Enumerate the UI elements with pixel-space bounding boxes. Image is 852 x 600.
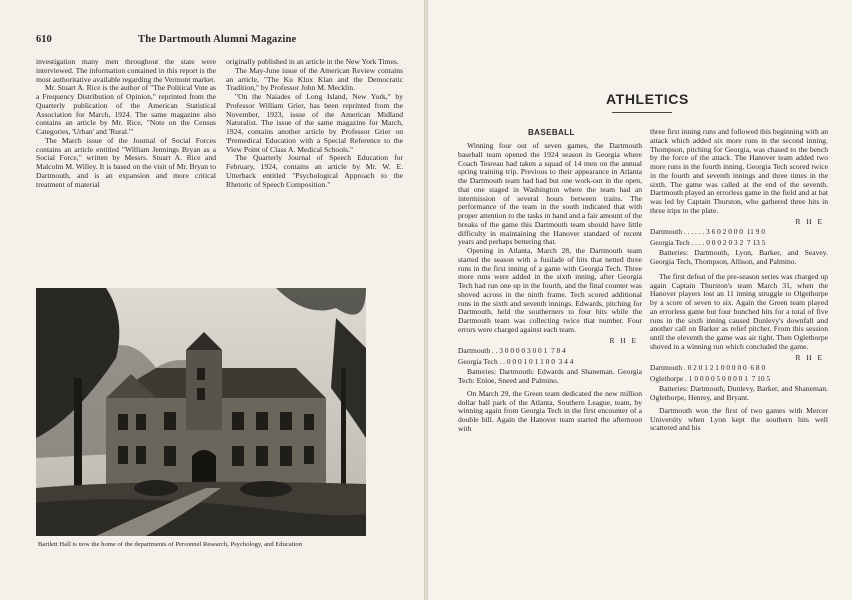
paragraph: On March 29, the Green team dedicated the new million dollar ball park of the Atlanta, Southern League, team, by winning again from Georgia Tech in the first encounter of a double bill. Again the Hanover team started the afternoon with xyxy=(458,388,642,433)
left-page xyxy=(0,0,424,600)
paragraph: The May-June issue of the American Review contains an article, "The Ku Klux Klan and the Democratic Tradition," by Professor John M. Mecklin. xyxy=(226,65,403,93)
paragraph: The Quarterly Journal of Speech Education for February, 1924, contains an article by Mr. W. E. Utterback entitled "Psychological Approach to the Rhetoric of Speech Composition." xyxy=(226,153,403,189)
paragraph: originally published in an article in the New York Times. xyxy=(226,57,399,66)
box-score-header: R H E xyxy=(795,352,824,362)
paragraph: The first defeat of the pre-season series was charged up again Captain Thurston's team March 31, when the Hanover players lost an 11 inning struggle to Olgethorpe by a score of seven to six. Again the Green team played an errorless game but four bunched hits for a total of five runs in the sixth inning caused Dunlevy's downfall and another call on Barker as relief pitcher. From this session until the eleventh the game was air tight. Then Oglethorpe shoved in a winning run which concluded the game. xyxy=(650,271,828,351)
paragraph: Winning four out of seven games, the Dartmouth baseball team opened the 1924 season in Georgia where Coach Tesreau had taken a squad of 14 men on the annual spring training trip. Previous to their appearance in Atlanta the Dartmouth team had had but one work-out in the open, that one staged in Washington where the team had an intermission of several hours between trains. The performance of the team in the south indicated that with proper attention to the tasks in hand and a fair amount of the breaks of the game this Dartmouth team should have little difficulty in maintaining the Hanover standard of recent years and perhaps bettering that. xyxy=(458,141,642,247)
paragraph: three first inning runs and followed this beginning with an attack which added six more runs in the second inning. Thompson, pitching for Georgia, was chased to the bench by the force of the attack. The Hanover team added two more runs in the fourth inning. Georgia Tech scored twice in the fourth and seventh innings and three times in the sixth. The game was called at the end of the seventh. Dartmouth played an errorless game in the field and at bat was led by Captain Thurston, who gathered three hits in three trips to the plate. xyxy=(650,127,828,215)
box-score-line: Georgia Tech . . 0 0 0 1 0 1 1 0 0 3 4 4 xyxy=(458,356,574,366)
box-score-line: Georgia Tech . . . . 0 0 0 2 0 3 2 7 13 5 xyxy=(650,237,766,247)
batteries-line: Batteries: Dartmouth, Lyon, Barker, and Seavey. Georgia Tech, Thompson, Allison, and Palmino. xyxy=(650,248,828,267)
right-column-1 xyxy=(458,142,642,434)
box-score-header: R H E xyxy=(795,216,824,226)
page-header xyxy=(36,34,404,45)
box-score-line: Dartmouth . . . . . . 3 6 0 2 0 0 0 11 9 0 xyxy=(650,227,765,237)
section-title: ATHLETICS xyxy=(606,91,689,107)
left-column-1 xyxy=(36,58,216,189)
left-column-2 xyxy=(226,58,403,189)
page-number: 610 xyxy=(36,34,52,45)
paragraph: investigation many men throughout the state were interviewed. The information contained in this report is the most authoritative available regarding the Vermont market. xyxy=(36,57,216,84)
bartlett-hall-photo xyxy=(36,288,366,536)
paragraph: The March issue of the Journal of Social Forces contains an article entitled "William Jennings Bryan as a Social Force," written by Messrs. Stuart A. Rice and Malcolm M. Willey. It is based on the visit of Mr. Bryan to Dartmouth, and is an expansion and more critical treatment of material xyxy=(36,135,216,189)
box-score-line: Oglethorpe . 1 0 0 0 0 5 0 0 0 0 1 7 10 5 xyxy=(650,373,771,383)
batteries-line: Batteries: Dartmouth, Dunlevy, Barker, and Shaneman. Oglethorpe, Henrey, and Bryant. xyxy=(650,384,828,403)
batteries-line: Batteries: Dartmouth: Edwards and Shaneman. Georgia Tech: Enloe, Sneed and Palmino. xyxy=(458,367,642,386)
box-score-line: Dartmouth . . 3 0 0 0 0 3 0 0 1 7 8 4 xyxy=(458,346,566,356)
subsection-title: BASEBALL xyxy=(528,128,575,137)
box-score-header: R H E xyxy=(609,335,638,345)
right-column-2 xyxy=(650,128,828,433)
right-page xyxy=(428,0,852,600)
title-rule xyxy=(612,112,672,113)
paragraph: Mr. Stuart A. Rice is the author of "The Political Vote as a Frequency Distribution of Opinion," reprinted from the Quarterly publication of the American Statistical Association for March, 1924. The same magazine also contains an article by Mr. Rice, "Note on the Census Categories, 'Urban' and 'Rural.'" xyxy=(36,83,216,136)
paragraph: "On the Naiades of Long Island, New York," by Professor William Grier, has been reprinted from the November, 1923, issue of the American Midland Naturalist. The issue of the same magazine for March, 1924, contains another article by Professor Grier on 'Premedical Education with a Special Reference to the View Point of Class A. Medical Schools." xyxy=(226,92,403,154)
photo-illustration xyxy=(36,288,366,536)
photo-caption: Bartlett Hall is now the home of the departments of Personnel Research, Psychology, and Education xyxy=(38,541,302,548)
paragraph: Opening in Atlanta, March 28, the Dartmouth team started the season with a fusilade of hits that netted three runs in the first inning of a game with Georgia Tech. Three more runs were added in the sixth inning, after Georgia Tech had run one up in the fourth, and the final counter was shoved across in the ninth frame. Tech scored additional runs in the sixth and seventh innings. Edwards, pitching for Dartmouth, held the southerners to four hits while the Dartmouth team was collecting twice that number. Four errors were charged against each team. xyxy=(458,246,642,334)
box-score-line: Dartmouth . 0 2 0 1 2 1 0 0 0 0 0 6 8 0 xyxy=(650,363,766,373)
paragraph: Dartmouth won the first of two games with Mercer University when Lyon kept the southern hits well scattered and his xyxy=(650,405,828,433)
magazine-title: The Dartmouth Alumni Magazine xyxy=(138,34,297,45)
